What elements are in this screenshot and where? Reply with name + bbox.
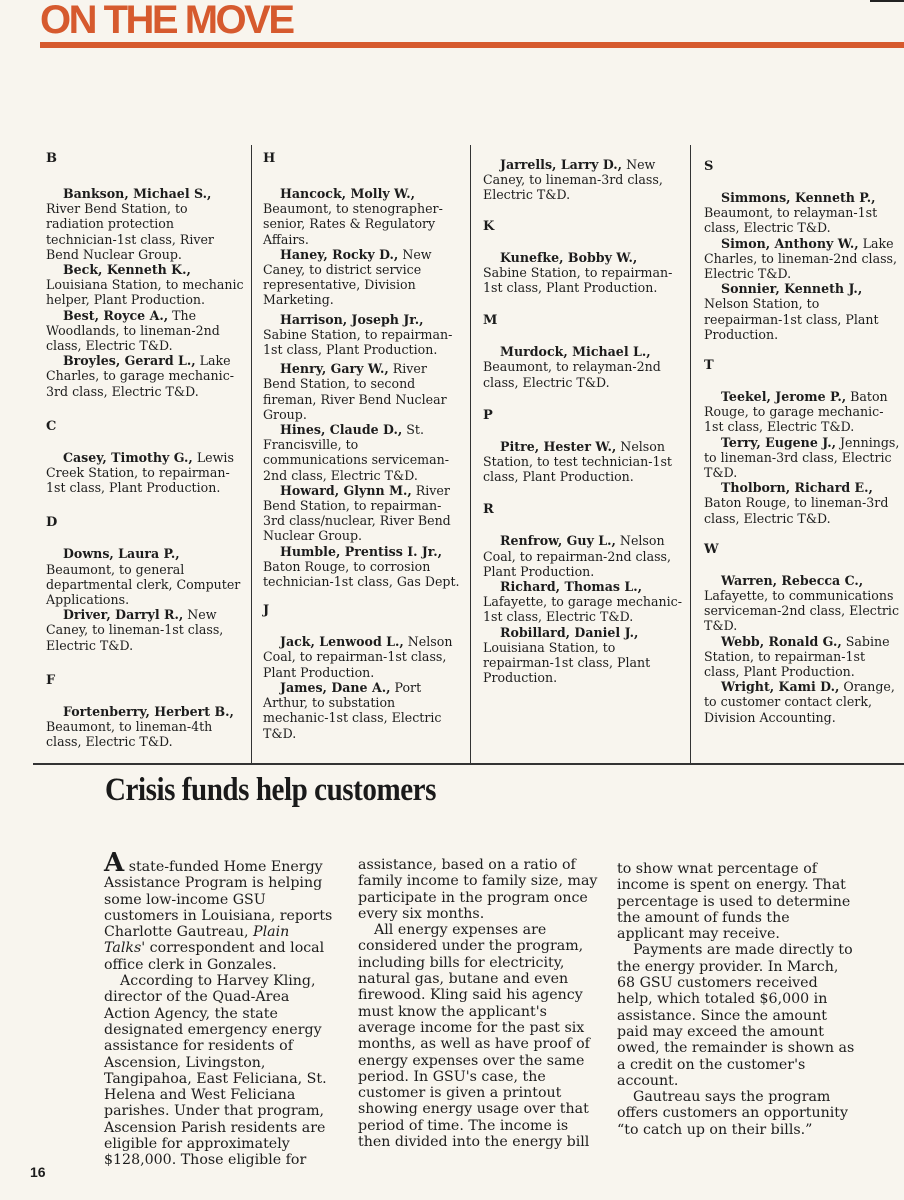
section-title-rule: [40, 42, 904, 48]
entry-name: Simon, Anthony W.,: [721, 235, 859, 251]
directory-entry: [483, 250, 683, 296]
article-paragraph: to show wnat percentage of income is spent on energy. That percentage is used to determine the amount of funds the applicant may receive.: [617, 861, 851, 943]
letter-heading: F: [46, 672, 56, 688]
letter-heading: D: [46, 515, 58, 531]
entry-text: Lafayette, to garage mechanic-1st class, Electric T&D.: [483, 594, 682, 625]
article-title: Crisis funds help customers: [105, 772, 436, 808]
entry-name: Renfrow, Guy L.,: [500, 533, 616, 549]
promotions-directory: [33, 145, 904, 765]
entry-name: Kunefke, Bobby W.,: [500, 249, 638, 265]
directory-entry: [263, 422, 463, 483]
directory-entry: [263, 680, 463, 741]
directory-entry: [704, 435, 900, 481]
letter-heading: P: [483, 407, 493, 423]
entry-text: Beaumont, to general departmental clerk, Computer Applications.: [46, 561, 241, 608]
directory-entry: [483, 579, 683, 625]
directory-entry: [263, 544, 463, 590]
directory-entry: [263, 186, 463, 247]
article-column-1: [104, 848, 334, 1169]
letter-heading: M: [483, 313, 498, 329]
directory-entry: [46, 262, 246, 308]
directory-entry: [46, 704, 246, 750]
entry-name: Murdock, Michael L.,: [500, 344, 651, 360]
entry-text: St. Francisville, to communications serviceman-2nd class, Electric T&D.: [263, 422, 449, 483]
drop-cap: A: [104, 848, 125, 878]
entry-text: Baton Rouge, to garage mechanic-1st class, Electric T&D.: [704, 389, 888, 435]
article-column-2: [358, 857, 600, 1150]
directory-entry: [483, 533, 683, 579]
directory-entry: [483, 625, 683, 686]
column-divider: [470, 145, 471, 765]
entry-text: New Caney, to district service representative, Division Marketing.: [263, 246, 432, 308]
letter-heading: R: [483, 502, 494, 518]
entry-name: Hancock, Molly W.,: [280, 186, 416, 201]
article-column-3: [617, 861, 857, 1138]
directory-entry: [263, 312, 463, 358]
entry-name: Robillard, Daniel J.,: [500, 624, 639, 640]
entry-name: Casey, Timothy G.,: [63, 449, 193, 465]
entry-name: Haney, Rocky D.,: [280, 246, 399, 262]
directory-entry: [263, 483, 463, 544]
entry-name: Fortenberry, Herbert B.,: [63, 703, 234, 719]
directory-column-3: [483, 145, 683, 685]
letter-heading: H: [263, 151, 276, 166]
directory-entry: [704, 634, 900, 680]
entry-text: Sabine Station, to repairman-1st class, Plant Production.: [483, 264, 673, 296]
entry-text: Beaumont, to relayman-1st class, Electric T&D.: [704, 205, 878, 236]
entry-name: Henry, Gary W.,: [280, 361, 389, 377]
page-number: 16: [30, 1164, 46, 1180]
letter-heading: T: [704, 358, 714, 374]
entry-name: James, Dane A.,: [280, 679, 391, 695]
directory-entry: [263, 634, 463, 680]
directory-entry: [483, 344, 683, 390]
directory-entry: [704, 236, 900, 282]
entry-text: Lake Charles, to garage mechanic-3rd class, Electric T&D.: [46, 353, 235, 399]
entry-name: Howard, Glynn M.,: [280, 482, 412, 498]
letter-heading: C: [46, 418, 57, 434]
entry-text: Nelson Coal, to repairman-2nd class, Plant Production.: [483, 533, 672, 579]
entry-name: Hines, Claude D.,: [280, 422, 403, 438]
directory-entry: [704, 281, 900, 342]
entry-text: Nelson Coal, to repairman-1st class, Plant Production.: [263, 634, 453, 680]
column-divider: [251, 145, 252, 765]
letter-heading: W: [704, 541, 719, 557]
letter-heading: J: [263, 603, 270, 619]
letter-heading: K: [483, 218, 495, 234]
directory-entry: [263, 361, 463, 422]
letter-heading: B: [46, 151, 57, 166]
column-divider: [690, 145, 691, 765]
article-paragraph: All energy expenses are considered under the program, including bills for electricity, natural gas, butane and even firewood. Kling said his agency must know the applicant's average income for the past six months, as well as have proof of energy expenses over the same period. In GSU's case, the customer is given a printout showing energy usage over that period of time. The income is then divided into the energy bill: [358, 922, 590, 1151]
top-edge-line: [870, 0, 904, 2]
entry-name: Downs, Laura P.,: [63, 546, 180, 562]
article-paragraph: Gautreau says the program offers customers an opportunity “to catch up on their bills.”: [617, 1089, 848, 1138]
publication-name: Plain Talks': [104, 924, 290, 957]
entry-text: Louisiana Station, to mechanic helper, Plant Production.: [46, 277, 244, 308]
paragraph-text: correspondent and local office clerk in Gonzales.: [104, 940, 325, 973]
letter-heading: S: [704, 159, 714, 174]
entry-text: Nelson Station, to test technician-1st class, Plant Production.: [483, 438, 672, 485]
directory-entry: [704, 573, 900, 634]
paragraph-text: state-funded Home Energy Assistance Program is helping some low-income GSU customers in Louisiana, reports Charlotte Gautreau,: [104, 859, 333, 941]
entry-text: River Bend Station, to repairman-3rd class/nuclear, River Bend Nuclear Group.: [263, 482, 451, 544]
directory-entry: [46, 450, 246, 496]
article-paragraph: According to Harvey Kling, director of the Quad-Area Action Agency, the state designated emergency energy assistance for residents of Ascension, Livingston, Tangipahoa, East Feliciana, St. Helena and West Feliciana parishes. Under that program, Ascension Parish residents are eligible for approximately $128,000. Those eligible for: [104, 973, 327, 1169]
entry-name: Jarrells, Larry D.,: [500, 157, 623, 172]
directory-entry: [46, 186, 246, 262]
directory-entry: [46, 546, 246, 607]
entry-text: River Bend Station, to second fireman, River Bend Nuclear Group.: [263, 361, 447, 422]
article-paragraph: [104, 848, 334, 973]
entry-text: Louisiana Station, to repairman-1st class, Plant Production.: [483, 639, 651, 686]
directory-entry: [483, 439, 683, 485]
entry-name: Simmons, Kenneth P.,: [721, 190, 876, 205]
directory-entry: [46, 353, 246, 399]
entry-name: Best, Royce A.,: [63, 307, 169, 323]
entry-name: Pitre, Hester W.,: [500, 438, 617, 454]
entry-text: Beaumont, to stenographer-senior, Rates & Regulatory Affairs.: [263, 201, 443, 247]
entry-name: Tholborn, Richard E.,: [721, 480, 873, 496]
directory-entry: [704, 190, 900, 236]
entry-name: Bankson, Michael S.,: [63, 186, 212, 201]
entry-text: River Bend Station, to radiation protection technician-1st class, River Bend Nuclear Group.: [46, 201, 214, 262]
entry-text: The Woodlands, to lineman-2nd class, Electric T&D.: [46, 307, 220, 354]
article-paragraph: Payments are made directly to the energy provider. In March, 68 GSU customers received help, which totaled $6,000 in assistance. Since the amount paid may exceed the amount owed, the remainder is shown as a credit on the customer's account.: [617, 942, 855, 1089]
entry-name: Wright, Kami D.,: [721, 679, 840, 695]
entry-text: New Caney, to lineman-3rd class, Electric T&D.: [483, 157, 663, 203]
entry-name: Harrison, Joseph Jr.,: [280, 311, 424, 327]
entry-name: Warren, Rebecca C.,: [721, 572, 864, 588]
entry-name: Richard, Thomas L.,: [500, 579, 642, 595]
entry-name: Terry, Eugene J.,: [721, 434, 836, 450]
directory-column-4: [704, 145, 900, 725]
directory-entry: [704, 389, 900, 435]
entry-text: Sabine Station, to repairman-1st class, Plant Production.: [704, 633, 890, 680]
entry-name: Driver, Darryl R.,: [63, 607, 184, 623]
entry-text: Beaumont, to relayman-2nd class, Electric T&D.: [483, 359, 661, 390]
directory-entry: [704, 679, 900, 725]
directory-bottom-rule: [33, 763, 904, 765]
entry-text: Baton Rouge, to lineman-3rd class, Electric T&D.: [704, 495, 889, 526]
directory-entry: [483, 157, 683, 203]
directory-entry: [46, 607, 246, 653]
directory-entry: [263, 247, 463, 308]
entry-text: Port Arthur, to substation mechanic-1st class, Electric T&D.: [263, 679, 442, 741]
entry-text: New Caney, to lineman-1st class, Electric T&D.: [46, 607, 224, 653]
directory-column-2: [263, 145, 463, 741]
entry-text: Sabine Station, to repairman-1st class, Plant Production.: [263, 326, 453, 358]
directory-column-1: [46, 145, 246, 749]
entry-text: Orange, to customer contact clerk, Division Accounting.: [704, 679, 895, 725]
directory-entry: [46, 308, 246, 354]
article-paragraph: assistance, based on a ratio of family income to family size, may participate in the program once every six months.: [358, 857, 598, 922]
entry-name: Teekel, Jerome P.,: [721, 389, 847, 405]
entry-name: Humble, Prentiss I. Jr.,: [280, 543, 443, 559]
entry-text: Nelson Station, to reepairman-1st class, Plant Production.: [704, 296, 879, 342]
entry-name: Jack, Lenwood L.,: [280, 634, 404, 650]
section-title: ON THE MOVE: [40, 0, 293, 42]
entry-name: Broyles, Gerard L.,: [63, 353, 196, 369]
entry-name: Webb, Ronald G.,: [721, 633, 842, 649]
entry-text: Beaumont, to lineman-4th class, Electric T&D.: [46, 719, 213, 750]
entry-text: Lafayette, to communications serviceman-2nd class, Electric T&D.: [704, 588, 900, 634]
entry-text: Lewis Creek Station, to repairman-1st class, Plant Production.: [46, 449, 234, 496]
entry-name: Sonnier, Kenneth J.,: [721, 281, 863, 297]
entry-text: Jennings, to lineman-3rd class, Electric T&D.: [704, 434, 900, 481]
entry-name: Beck, Kenneth K.,: [63, 262, 191, 278]
entry-text: Baton Rouge, to corrosion technician-1st class, Gas Dept.: [263, 558, 460, 590]
directory-entry: [704, 480, 900, 526]
entry-text: Lake Charles, to lineman-2nd class, Electric T&D.: [704, 235, 898, 282]
